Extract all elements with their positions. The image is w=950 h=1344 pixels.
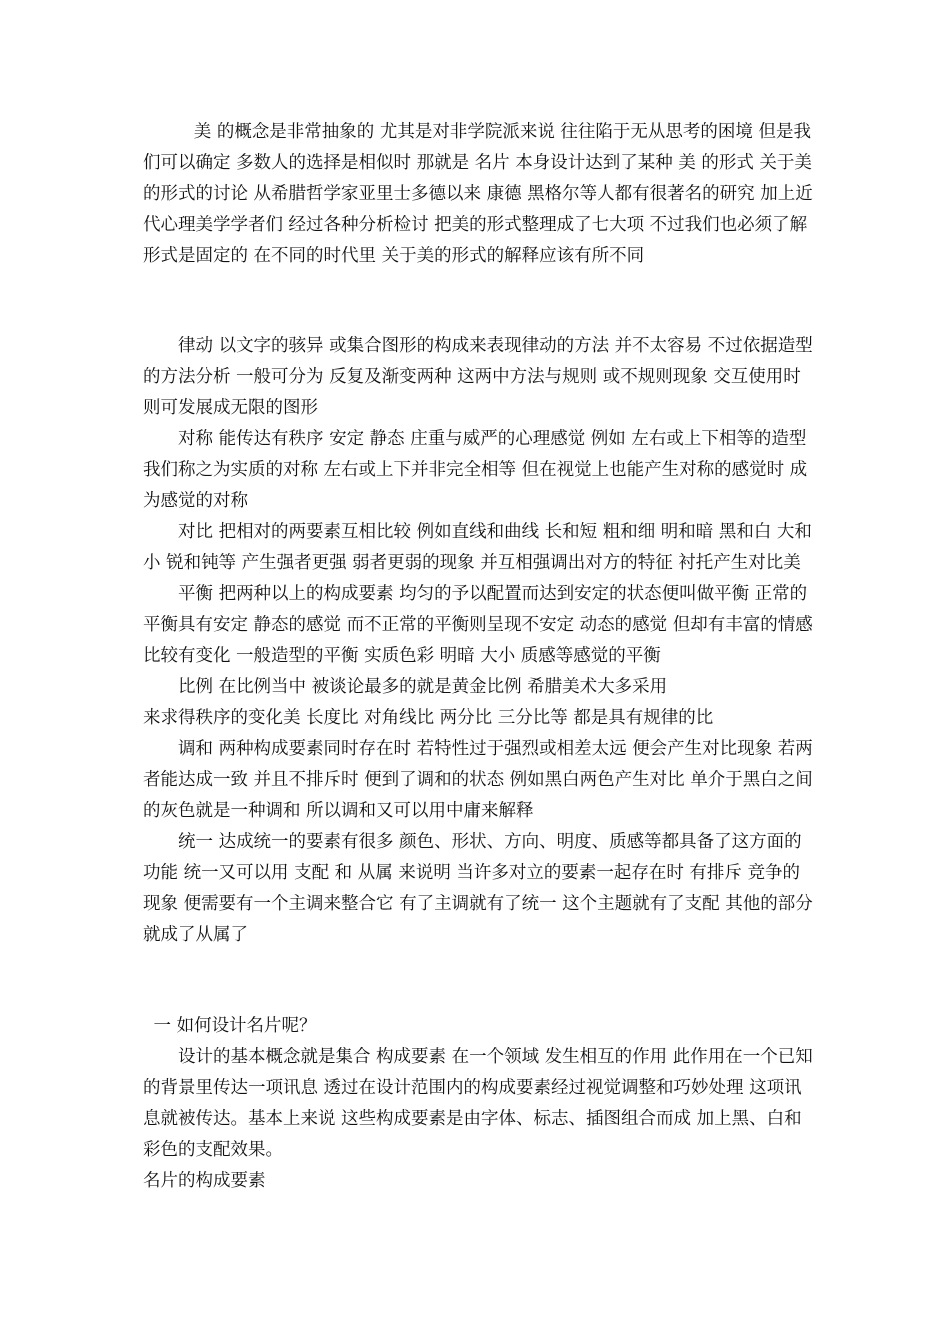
intro-paragraph: 美 的概念是非常抽象的 尤其是对非学院派来说 往往陷于无从思考的困境 但是我们可以确定 多数人的选择是相似时 那就是 名片 本身设计达到了某种 美 的形式 关于美的形式的讨论 从希腊哲学家亚里士多德以来 康德 黑格尔等人都有很著名的研究 加上近代心理美学学者们 经过各种分析检讨 把美的形式整理成了七大项 不过我们也必须了解 形式是固定的 在不同的时代里 关于美的形式的解释应该有所不同 bbox=[143, 122, 813, 266]
form-principles-section bbox=[143, 331, 813, 951]
principle-rhythm-paragraph: 律动 以文字的骇异 或集合图形的构成来表现律动的方法 并不太容易 不过依据造型的方法分析 一般可分为 反复及渐变两种 这两中方法与规则 或不规则现象 交互使用时 则可发展成无限的图形 bbox=[143, 336, 813, 418]
section-heading: 一 如何设计名片呢？ bbox=[153, 1016, 317, 1036]
intro-section bbox=[143, 117, 813, 272]
how-to-design-section bbox=[143, 1011, 813, 1197]
principle-contrast-paragraph: 对比 把相对的两要素互相比较 例如直线和曲线 长和短 粗和细 明和暗 黑和白 大和小 锐和钝等 产生强者更强 弱者更弱的现象 并互相强调出对方的特征 衬托产生对比美 bbox=[143, 522, 812, 573]
principle-unity-paragraph: 统一 达成统一的要素有很多 颜色、形状、方向、明度、质感等都具备了这方面的功能 统一又可以用 支配 和 从属 来说明 当许多对立的要素一起存在时 有排斥 竞争的现象 便需要有一个主调来整合它 有了主调就有了统一 这个主题就有了支配 其他的部分就成了从属了 bbox=[143, 832, 813, 945]
card-elements-subheading: 名片的构成要素 bbox=[143, 1171, 266, 1191]
principle-harmony-paragraph: 调和 两种构成要素同时存在时 若特性过于强烈或相差太远 便会产生对比现象 若两者能达成一致 并且不排斥时 便到了调和的状态 例如黑白两色产生对比 单介于黑白之间的灰色就是一种调和 所以调和又可以用中庸来解释 bbox=[143, 739, 813, 821]
principle-proportion-paragraph: 比例 在比例当中 被谈论最多的就是黄金比例 希腊美术大多采用 bbox=[178, 677, 668, 697]
design-concept-paragraph: 设计的基本概念就是集合 构成要素 在一个领域 发生相互的作用 此作用在一个已知的背景里传达一项讯息 透过在设计范围内的构成要素经过视觉调整和巧妙处理 这项讯息就被传达。基本上来说 这些构成要素是由字体、标志、插图组合而成 加上黑、白和彩色的支配效果。 bbox=[143, 1047, 813, 1160]
principle-balance-paragraph: 平衡 把两种以上的构成要素 均匀的予以配置而达到安定的状态便叫做平衡 正常的平衡具有安定 静态的感觉 而不正常的平衡则呈现不安定 动态的感觉 但却有丰富的情感 比较有变化 一般造型的平衡 实质色彩 明暗 大小 质感等感觉的平衡 bbox=[143, 584, 813, 666]
principle-symmetry-paragraph: 对称 能传达有秩序 安定 静态 庄重与威严的心理感觉 例如 左右或上下相等的造型 我们称之为实质的对称 左右或上下并非完全相等 但在视觉上也能产生对称的感觉时 成为感觉的对称 bbox=[143, 429, 808, 511]
principle-proportion-continuation: 来求得秩序的变化美 长度比 对角线比 两分比 三分比等 都是具有规律的比 bbox=[143, 708, 714, 728]
